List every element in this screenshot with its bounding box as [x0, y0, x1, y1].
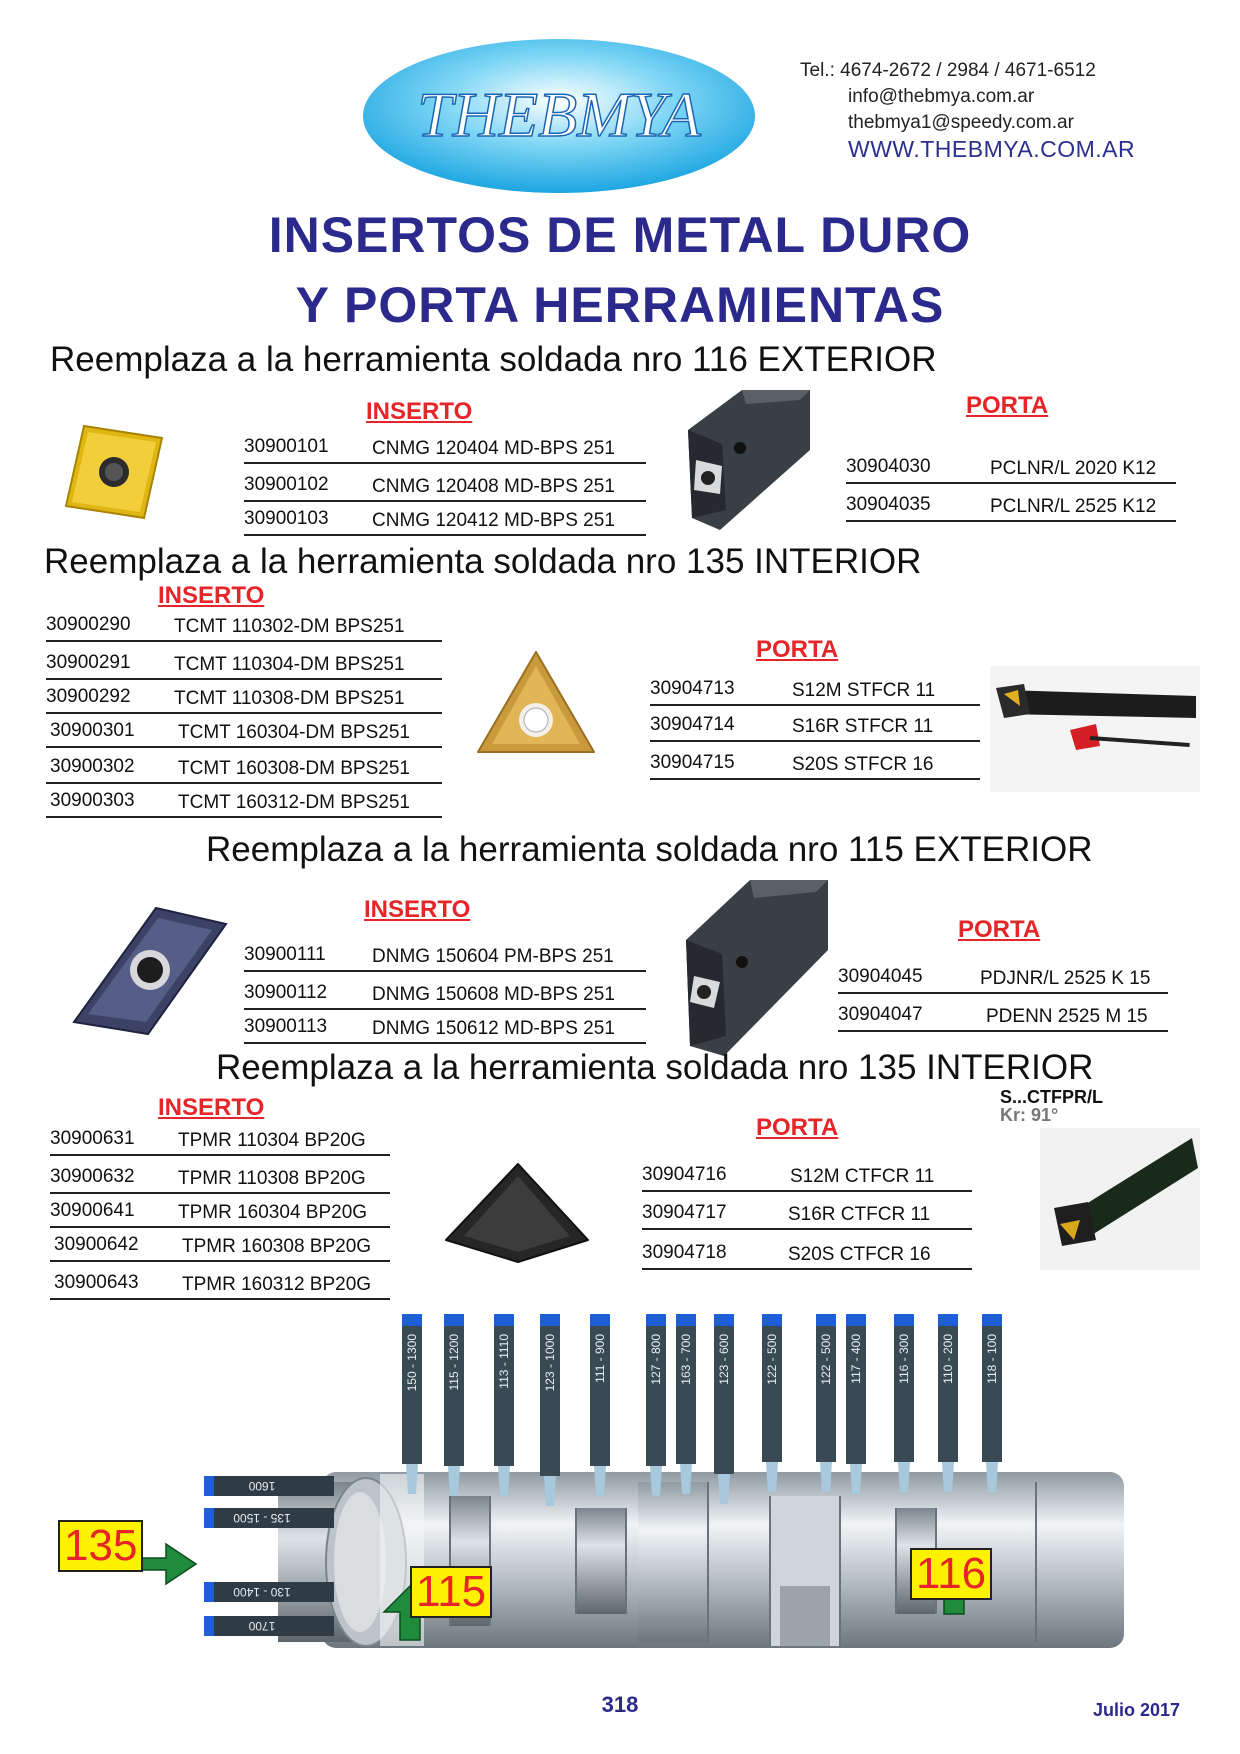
desc: TPMR 160308 BP20G: [182, 1236, 372, 1257]
inserto-label: INSERTO: [364, 896, 471, 923]
footer-date: Julio 2017: [1092, 1700, 1180, 1720]
desc: TCMT 110304-DM BPS251: [174, 654, 405, 675]
code: 30900303: [50, 790, 135, 811]
section-heading-135: Reemplaza a la herramienta soldada nro 135 INTERIOR: [44, 542, 922, 581]
desc: S20S CTFCR 16: [788, 1244, 931, 1265]
inserto-row: [50, 1162, 390, 1194]
code: 30900111: [244, 944, 326, 965]
porta-row: [642, 1198, 972, 1230]
desc: TCMT 110308-DM BPS251: [174, 688, 405, 709]
inserto-label: INSERTO: [158, 1094, 265, 1121]
ctfcr-bar-image: [1040, 1128, 1200, 1275]
top-tool: [402, 1314, 422, 1494]
tag-135: 135: [58, 1520, 143, 1572]
dnmg-insert-image: [70, 904, 230, 1045]
code: 30900290: [46, 614, 131, 635]
desc: PCLNR/L 2020 K12: [990, 458, 1157, 479]
top-tool-label: 150 - 1300: [405, 1334, 419, 1392]
left-tool-label: 1700: [248, 1619, 276, 1633]
holder-note: [1000, 1088, 1103, 1124]
desc: PDENN 2525 M 15: [986, 1006, 1148, 1027]
inserto-row: [244, 432, 646, 464]
inserto-row: [46, 648, 442, 680]
tel-text: Tel.: 4674-2672 / 2984 / 4671-6512: [800, 60, 1096, 81]
code: 30900641: [50, 1200, 135, 1221]
code: 30900101: [244, 436, 329, 457]
code: 30900302: [50, 756, 135, 777]
code: 30904045: [838, 966, 923, 987]
inserto-row: [50, 1230, 390, 1262]
top-tool: [762, 1314, 782, 1492]
top-tool-label: 115 - 1200: [447, 1334, 461, 1391]
left-tool: [204, 1582, 334, 1602]
inserto-row: [46, 682, 442, 714]
contact-block: [800, 58, 1135, 162]
page-title-line2: Y PORTA HERRAMIENTAS: [295, 277, 945, 333]
tool-diagram: [50, 1296, 1160, 1686]
code: 30900642: [54, 1234, 139, 1255]
top-tool-label: 110 - 200: [941, 1334, 955, 1384]
code: 30904713: [650, 678, 735, 699]
code: 30900643: [54, 1272, 139, 1293]
porta-row: [846, 490, 1176, 522]
top-tool: [646, 1314, 666, 1496]
section-heading-116: Reemplaza a la herramienta soldada nro 116 EXTERIOR: [50, 340, 937, 379]
top-tool-label: 111 - 900: [593, 1334, 607, 1383]
inserto-label: INSERTO: [366, 398, 473, 425]
desc: S16R CTFCR 11: [788, 1204, 931, 1225]
inserto-row: [46, 786, 442, 818]
desc: S20S STFCR 16: [792, 754, 934, 775]
desc: TCMT 160304-DM BPS251: [178, 722, 410, 743]
inserto-row: [50, 1196, 390, 1228]
porta-label: PORTA: [958, 916, 1041, 943]
top-tool: [894, 1314, 914, 1492]
pdjnr-holder-image: [680, 880, 830, 1061]
desc: S16R STFCR 11: [792, 716, 934, 737]
code: 30900301: [50, 720, 135, 741]
boring-bar-image: [990, 666, 1200, 797]
inserto-row: [46, 610, 442, 642]
code: 30904714: [650, 714, 735, 735]
top-tool-label: 123 - 600: [717, 1334, 731, 1385]
code: 30904717: [642, 1202, 727, 1223]
porta-label: PORTA: [966, 392, 1049, 419]
desc: DNMG 150604 PM-BPS 251: [372, 946, 614, 967]
desc: TCMT 160312-DM BPS251: [178, 792, 410, 813]
tag-116: 116: [910, 1548, 992, 1600]
desc: TPMR 110304 BP20G: [178, 1130, 366, 1151]
code: 30904035: [846, 494, 931, 515]
top-tool-label: 113 - 1110: [497, 1334, 511, 1389]
code: 30904047: [838, 1004, 923, 1025]
inserto-row: [244, 940, 646, 972]
desc: DNMG 150612 MD-BPS 251: [372, 1018, 615, 1039]
desc: PDJNR/L 2525 K 15: [980, 968, 1151, 989]
left-tool: [204, 1476, 334, 1496]
inserto-row: [244, 470, 646, 502]
inserto-row: [244, 504, 646, 536]
pclnr-holder-image: [682, 390, 812, 535]
desc: TCMT 160308-DM BPS251: [178, 758, 410, 779]
top-tool-label: 123 - 1000: [543, 1334, 557, 1392]
tpmr-insert-image: [442, 1160, 592, 1271]
code: 30904030: [846, 456, 931, 477]
desc: TPMR 110308 BP20G: [178, 1168, 366, 1189]
left-tool-label: 1600: [248, 1479, 276, 1493]
section-heading-115: Reemplaza a la herramienta soldada nro 115 EXTERIOR: [206, 830, 1093, 869]
code: 30904718: [642, 1242, 727, 1263]
desc: TCMT 110302-DM BPS251: [174, 616, 405, 637]
porta-label: PORTA: [756, 1114, 839, 1141]
desc: S12M CTFCR 11: [790, 1166, 935, 1187]
porta-row: [650, 674, 980, 706]
desc: PCLNR/L 2525 K12: [990, 496, 1157, 517]
porta-row: [650, 748, 980, 780]
top-tool-label: 117 - 400: [849, 1334, 863, 1384]
desc: S12M STFCR 11: [792, 680, 936, 701]
section-heading-135b: Reemplaza a la herramienta soldada nro 135 INTERIOR: [216, 1048, 1094, 1087]
desc: DNMG 150608 MD-BPS 251: [372, 984, 615, 1005]
code: 30900632: [50, 1166, 135, 1187]
left-tool-label: 135 - 1500: [233, 1511, 291, 1525]
inserto-row: [244, 1012, 646, 1044]
code: 30900112: [244, 982, 328, 1003]
code: 30900631: [50, 1128, 135, 1149]
tag-115: 115: [410, 1566, 492, 1618]
top-tool: [494, 1314, 514, 1496]
code: 30900113: [244, 1016, 328, 1037]
code: 30900292: [46, 686, 131, 707]
inserto-row: [50, 1124, 390, 1156]
desc: CNMG 120404 MD-BPS 251: [372, 438, 615, 459]
porta-row: [642, 1160, 972, 1192]
desc: TPMR 160312 BP20G: [182, 1274, 372, 1295]
porta-row: [838, 962, 1168, 994]
top-tool: [444, 1314, 464, 1496]
page-title-line1: INSERTOS DE METAL DURO: [268, 207, 972, 263]
porta-row: [650, 710, 980, 742]
porta-label: PORTA: [756, 636, 839, 663]
code: 30904716: [642, 1164, 727, 1185]
desc: CNMG 120408 MD-BPS 251: [372, 476, 615, 497]
left-tool: [204, 1508, 334, 1528]
cnmg-insert-image: [62, 420, 166, 529]
top-tool: [676, 1314, 696, 1494]
left-tool-label: 130 - 1400: [233, 1585, 291, 1599]
top-tool: [846, 1314, 866, 1494]
porta-row: [642, 1238, 972, 1270]
desc: TPMR 160304 BP20G: [178, 1202, 368, 1223]
email-link-2[interactable]: thebmya1@speedy.com.ar: [848, 112, 1074, 133]
left-tool: [204, 1616, 334, 1636]
website-link[interactable]: WWW.THEBMYA.COM.AR: [848, 136, 1136, 162]
top-tool: [816, 1314, 836, 1492]
inserto-row: [46, 716, 442, 748]
top-tool-label: 127 - 800: [649, 1334, 663, 1385]
porta-row: [838, 1000, 1168, 1032]
holder-note-line1: S...CTFPR/L: [1000, 1087, 1103, 1107]
inserto-row: [46, 752, 442, 784]
desc: CNMG 120412 MD-BPS 251: [372, 510, 615, 531]
top-tool-label: 122 - 500: [819, 1334, 833, 1385]
top-tool-label: 163 - 700: [679, 1334, 693, 1385]
inserto-label: INSERTO: [158, 582, 265, 609]
holder-note-line2: Kr: 91°: [1000, 1105, 1059, 1125]
code: 30904715: [650, 752, 735, 773]
code: 30900291: [46, 652, 131, 673]
top-tool-label: 122 - 500: [765, 1334, 779, 1385]
tcmt-insert-image: [474, 648, 598, 769]
top-tool: [938, 1314, 958, 1492]
thebmya-logo: [360, 36, 758, 196]
top-tool: [982, 1314, 1002, 1492]
top-tool-label: 118 - 100: [985, 1334, 999, 1384]
logo-text: THEBMYA: [417, 79, 701, 150]
code: 30900102: [244, 474, 329, 495]
top-tool-label: 116 - 300: [897, 1334, 911, 1384]
code: 30900103: [244, 508, 329, 529]
page-number: 318: [601, 1692, 639, 1717]
arrow-right-icon: [142, 1544, 196, 1584]
top-tool: [590, 1314, 610, 1496]
inserto-row: [244, 978, 646, 1010]
email-link[interactable]: info@thebmya.com.ar: [848, 86, 1035, 107]
porta-row: [846, 452, 1176, 484]
